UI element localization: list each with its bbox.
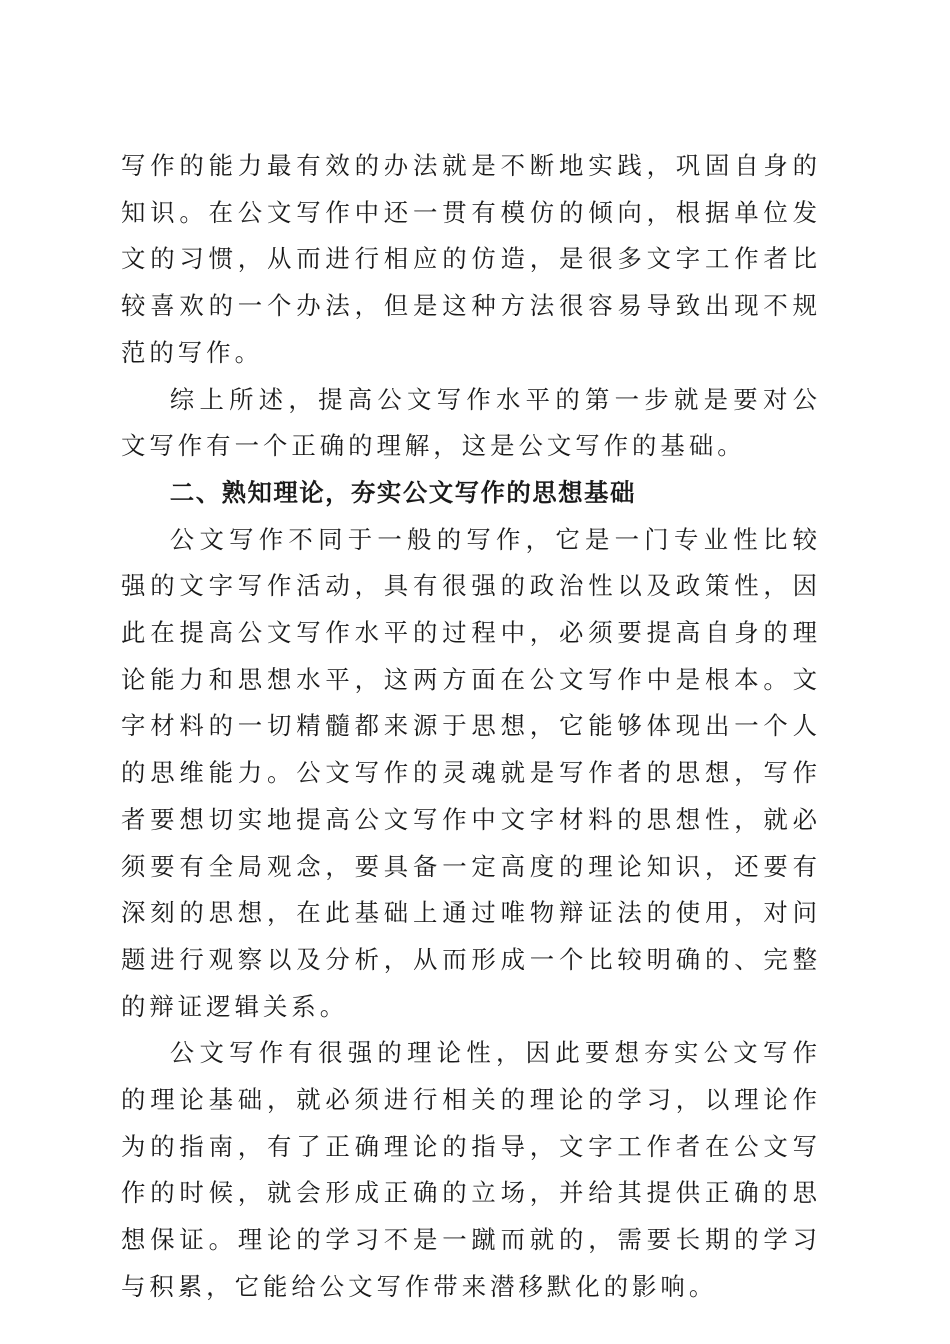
section-heading: 二、熟知理论，夯实公文写作的思想基础 <box>169 477 636 507</box>
document-body <box>121 143 821 1311</box>
paragraph-continued: 写作的能力最有效的办法就是不断地实践，巩固自身的知识。在公文写作中还一贯有模仿的倾向，根据单位发文的习惯，从而进行相应的仿造，是很多文字工作者比较喜欢的一个办法，但是这种方法很容易导致出现不规范的写作。 <box>121 151 821 367</box>
paragraph-summary: 综上所述，提高公文写作水平的第一步就是要对公文写作有一个正确的理解，这是公文写作的基础。 <box>121 384 821 461</box>
paragraph-theory-study: 公文写作有很强的理论性，因此要想夯实公文写作的理论基础，就必须进行相关的理论的学习，以理论作为的指南，有了正确理论的指导，文字工作者在公文写作的时候，就会形成正确的立场，并给其提供正确的思想保证。理论的学习不是一蹴而就的，需要长期的学习与积累，它能给公文写作带来潜移默化的影响。 <box>121 1038 821 1301</box>
paragraph-theory-intro: 公文写作不同于一般的写作，它是一门专业性比较强的文字写作活动，具有很强的政治性以及政策性，因此在提高公文写作水平的过程中，必须要提高自身的理论能力和思想水平，这两方面在公文写作中是根本。文字材料的一切精髓都来源于思想，它能够体现出一个人的思维能力。公文写作的灵魂就是写作者的思想，写作者要想切实地提高公文写作中文字材料的思想性，就必须要有全局观念，要具备一定高度的理论知识，还要有深刻的思想，在此基础上通过唯物辩证法的使用，对问题进行观察以及分析，从而形成一个比较明确的、完整的辩证逻辑关系。 <box>121 524 821 1021</box>
